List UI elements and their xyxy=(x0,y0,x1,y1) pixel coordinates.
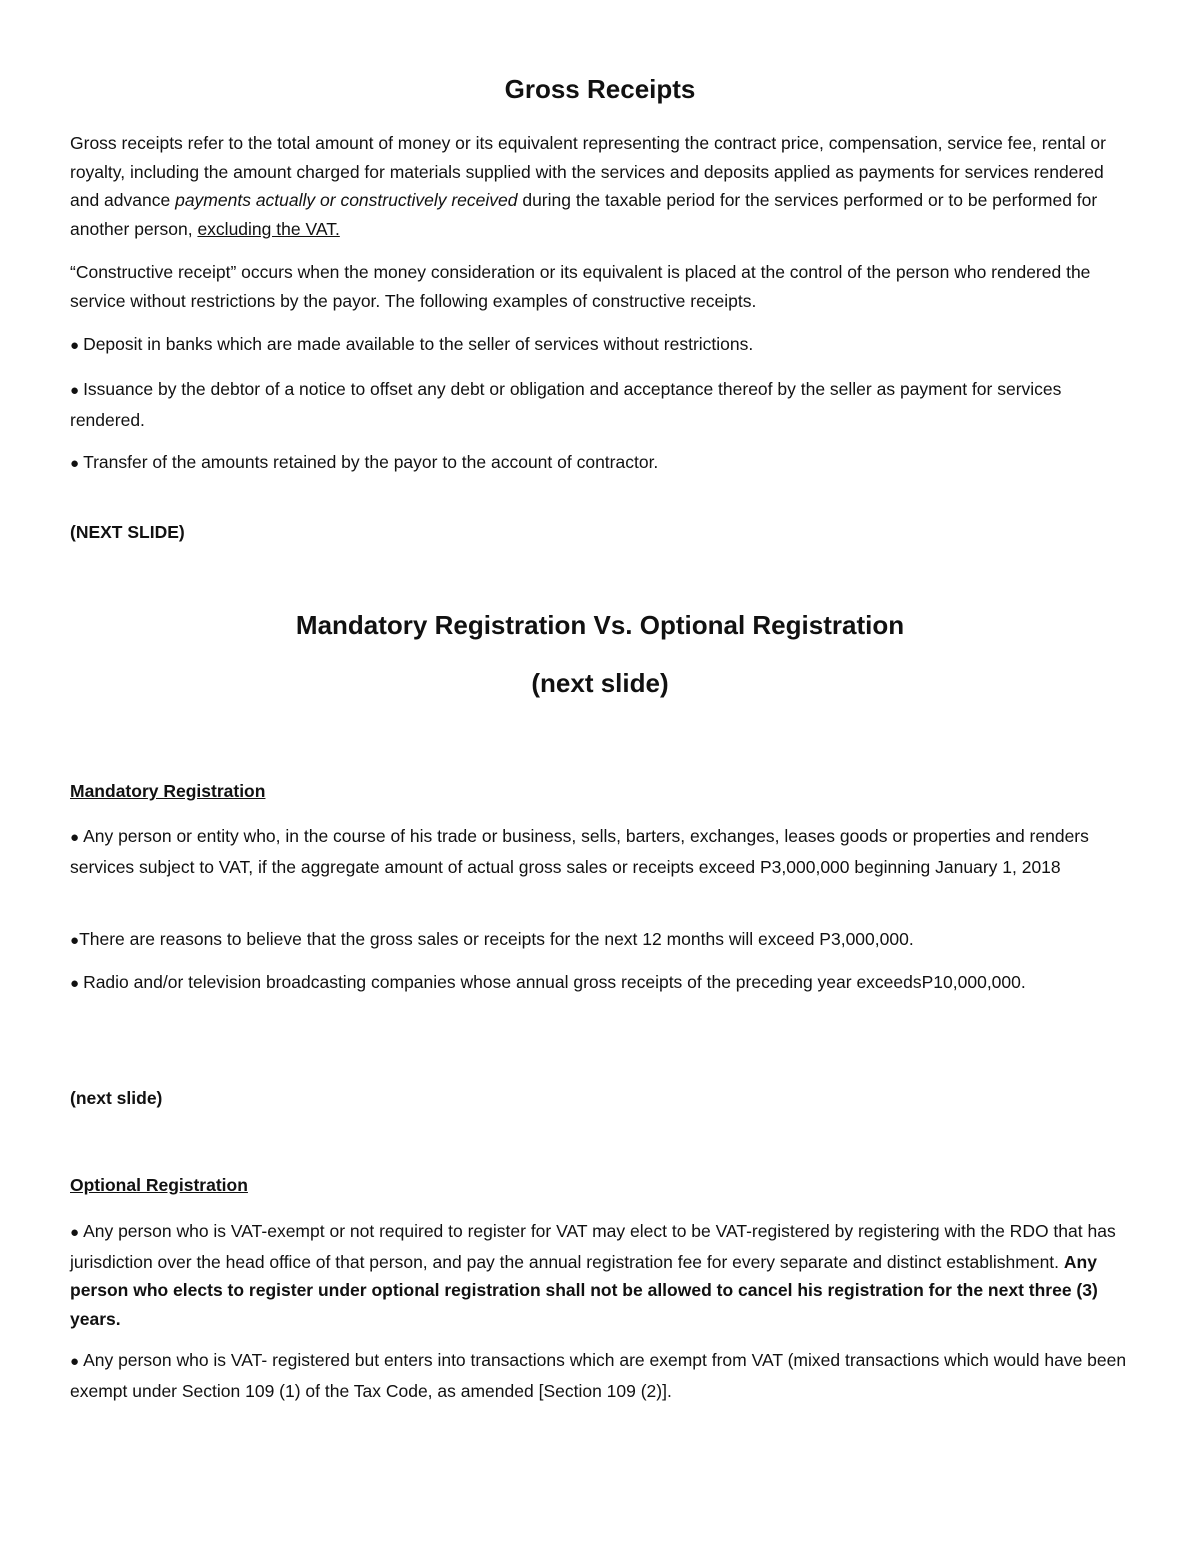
constructive-bullet-1-text: Deposit in banks which are made available to the seller of services without restrictions. xyxy=(83,334,754,354)
next-slide-marker-1: (NEXT SLIDE) xyxy=(70,522,185,542)
optional-bullet-1-bold-text: Any person who elects to register under optional registration shall not be allowed to cancel his registration for the next three (3) years. xyxy=(70,1251,1098,1329)
mandatory-bullet-1 xyxy=(70,822,1130,881)
constructive-receipt-paragraph: “Constructive receipt” occurs when the money consideration or its equivalent is placed at the control of the person who rendered the service without restrictions by the payor. The following examples of constructive receipts. xyxy=(70,262,1091,311)
registration-next-slide-subtitle: (next slide) xyxy=(531,668,669,698)
definition-underlined-text: excluding the VAT. xyxy=(197,218,340,239)
mandatory-bullet-2 xyxy=(70,925,1130,956)
constructive-bullet-1 xyxy=(70,330,1130,361)
constructive-bullet-3-text: Transfer of the amounts retained by the payor to the account of contractor. xyxy=(83,452,659,472)
constructive-bullet-2 xyxy=(70,375,1130,434)
optional-bullet-2-text: Any person who is VAT- registered but enters into transactions which are exempt from VAT (mixed transactions which would have been exempt under Section 109 (1) of the Tax Code, as amended [Section 109 (2)]. xyxy=(70,1350,1127,1401)
bullet-icon: ● xyxy=(70,1353,80,1370)
bullet-icon: ● xyxy=(70,1224,80,1241)
constructive-bullet-2-text: Issuance by the debtor of a notice to offset any debt or obligation and acceptance thereof by the seller as payment for services rendered. xyxy=(70,379,1062,430)
bullet-icon: ● xyxy=(70,382,80,399)
bullet-icon: ● xyxy=(70,932,80,949)
optional-bullet-1-text: Any person who is VAT-exempt or not required to register for VAT may elect to be VAT-registered by registering with the RDO that has jurisdiction over the head office of that person, and pay the annual registration fee for every separate and distinct establishment. xyxy=(70,1221,1116,1272)
gross-receipts-definition xyxy=(70,129,1130,243)
registration-comparison-title: Mandatory Registration Vs. Optional Registration xyxy=(295,610,905,640)
optional-bullet-1 xyxy=(70,1217,1130,1333)
gross-receipts-title: Gross Receipts xyxy=(504,74,696,104)
bullet-icon: ● xyxy=(70,337,80,354)
mandatory-registration-heading: Mandatory Registration xyxy=(70,781,266,801)
bullet-icon: ● xyxy=(70,829,80,846)
mandatory-bullet-3 xyxy=(70,968,1130,999)
mandatory-bullet-2-text: There are reasons to believe that the gross sales or receipts for the next 12 months will exceed P3,000,000. xyxy=(79,929,914,949)
constructive-bullet-3 xyxy=(70,448,1130,479)
bullet-icon: ● xyxy=(70,455,80,472)
definition-text-part2: during the taxable period for the services performed or to be performed for another person, xyxy=(70,190,1098,239)
bullet-icon: ● xyxy=(70,975,80,992)
next-slide-marker-2: (next slide) xyxy=(70,1088,163,1108)
optional-registration-heading: Optional Registration xyxy=(70,1175,248,1195)
definition-text-part1: Gross receipts refer to the total amount of money or its equivalent representing the contract price, compensation, service fee, rental or royalty, including the amount charged for materials supplied with the services and deposits applied as payments for services rendered and advance xyxy=(70,133,1106,210)
mandatory-bullet-3-text: Radio and/or television broadcasting companies whose annual gross receipts of the preceding year exceedsP10,000,000. xyxy=(83,972,1026,992)
definition-italic-text: payments actually or constructively received xyxy=(175,190,518,210)
optional-bullet-2 xyxy=(70,1346,1130,1405)
mandatory-bullet-1-text: Any person or entity who, in the course of his trade or business, sells, barters, exchanges, leases goods or properties and renders services subject to VAT, if the aggregate amount of actual gross sales or receipts exceed P3,000,000 beginning January 1, 2018 xyxy=(70,826,1089,877)
